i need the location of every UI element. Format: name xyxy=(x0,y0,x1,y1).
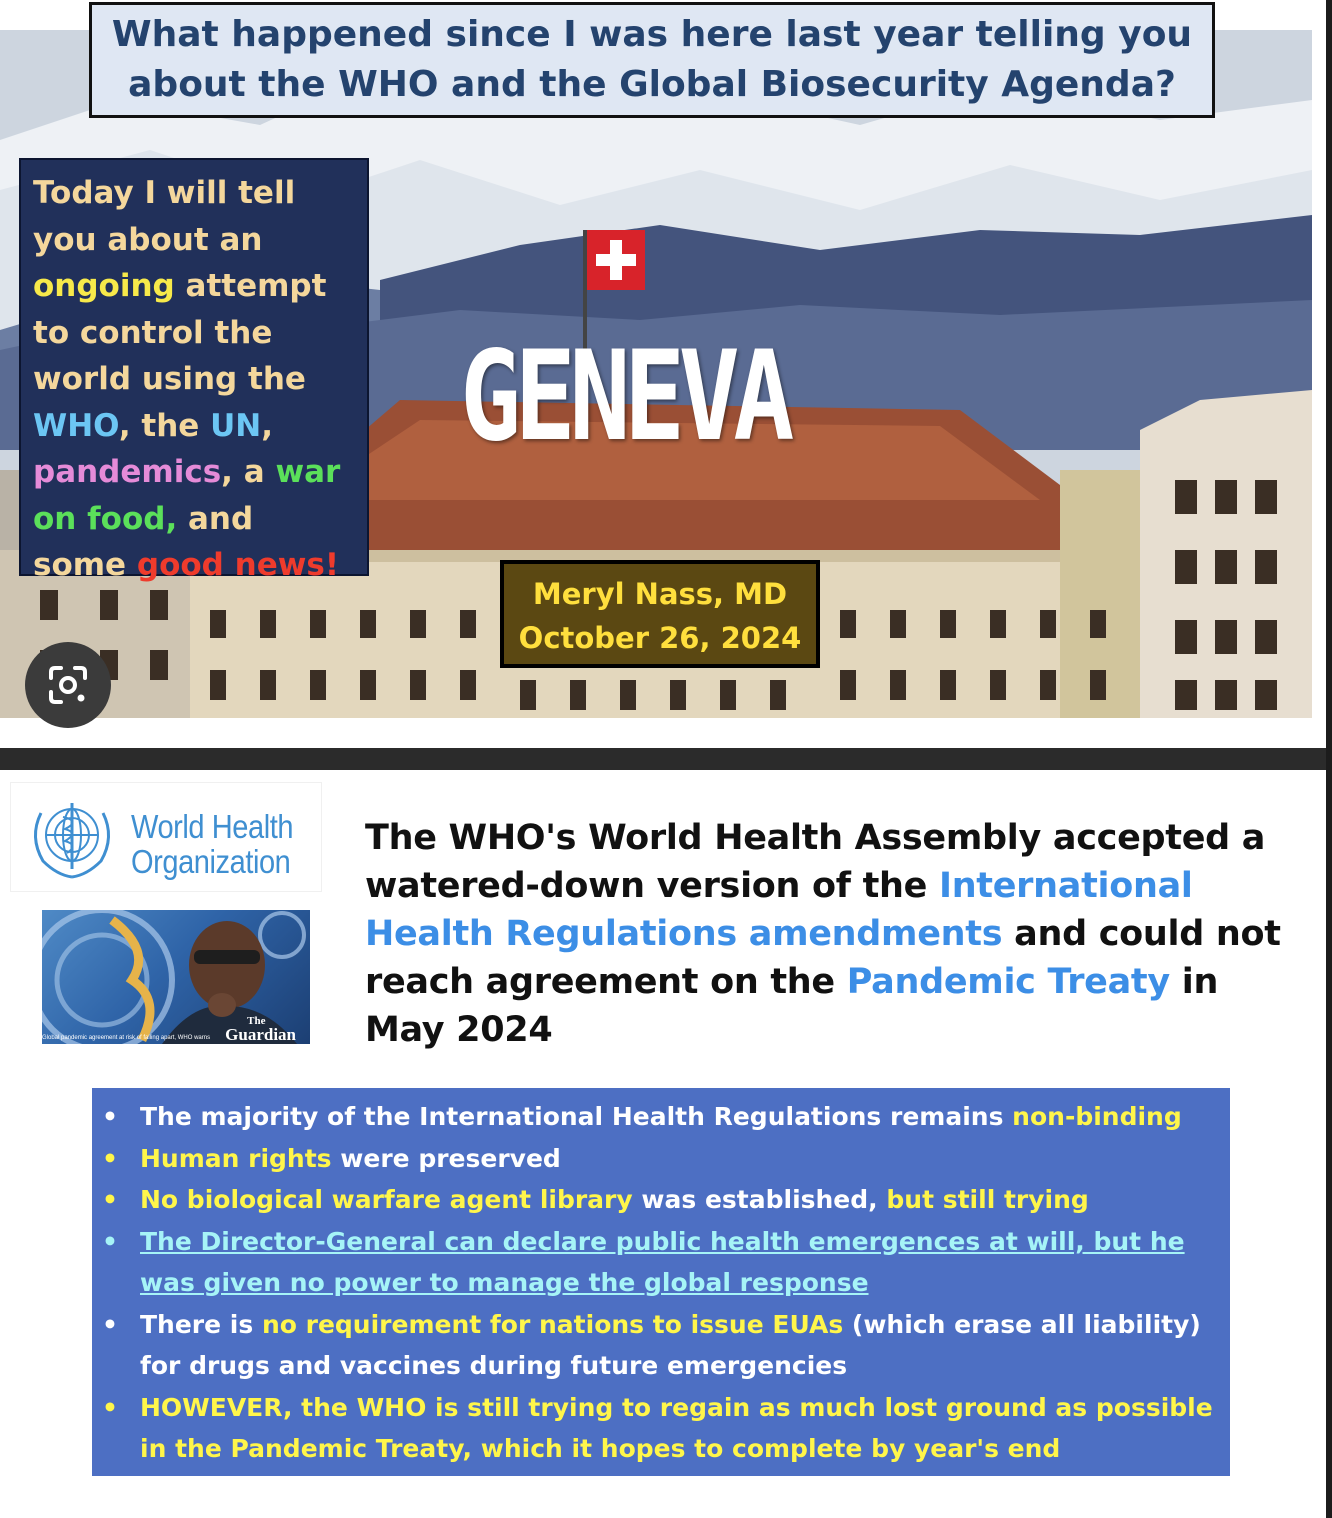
author-box xyxy=(500,560,820,668)
who-logo-text xyxy=(131,809,293,879)
bullet-item xyxy=(92,1304,1216,1387)
bullet-dot: • xyxy=(102,1143,118,1173)
intro-text-part: attempt to control the world using the xyxy=(33,268,327,397)
lens-icon xyxy=(47,664,89,706)
headline-ihr: International Health Regulations amendments xyxy=(365,866,1193,954)
bullet-dot: • xyxy=(102,1185,118,1214)
intro-good-news: good news! xyxy=(136,547,339,583)
bullet-item xyxy=(92,1387,1216,1470)
intro-comma: , xyxy=(165,500,178,537)
headline-treaty: Pandemic Treaty xyxy=(846,962,1170,1002)
intro-text-part: and some xyxy=(33,500,254,583)
bullet-highlight: no requirement for nations to issue EUAs xyxy=(261,1309,844,1339)
tedros-news-photo xyxy=(42,910,310,1044)
who-emblem-icon xyxy=(23,793,121,881)
slide-geneva xyxy=(0,0,1332,748)
bullet-link-text: The Director-General can declare public health emergences at will, but he was given no power to manage the global response xyxy=(140,1226,1185,1297)
slide-who-update xyxy=(0,770,1326,1518)
who-logo-line1: World Health xyxy=(131,808,294,845)
guardian-logo xyxy=(225,1014,296,1042)
who-logo xyxy=(10,782,322,892)
bullet-highlight: non-binding xyxy=(1012,1102,1182,1131)
intro-text-box xyxy=(19,158,369,583)
intro-who: WHO xyxy=(33,407,119,444)
bullet-dot: • xyxy=(102,1102,118,1131)
bullet-text: (which erase all liability) for drugs and vaccines during future emergencies xyxy=(140,1309,1201,1380)
bullet-text: There is xyxy=(140,1309,262,1339)
intro-text-part: , the xyxy=(118,407,211,444)
headline xyxy=(365,814,1305,1054)
bullet-highlight: No biological warfare agent library xyxy=(140,1185,633,1214)
guardian-logo-the: The xyxy=(247,1015,266,1027)
headline-part: The WHO's World Health Assembly accepted a watered-down version of the xyxy=(365,818,1266,906)
presentation-date: October 26, 2024 xyxy=(518,621,802,655)
intro-text-part: , xyxy=(261,407,273,444)
bullet-highlight: but still trying xyxy=(886,1185,1089,1214)
slide-title: What happened since I was here last year telling you about the WHO and the Global Biosecurity Agenda? xyxy=(89,2,1215,118)
intro-text-part: , a xyxy=(221,454,276,490)
intro-un: UN xyxy=(210,407,262,444)
intro-text-part: Today I will tell you about an xyxy=(33,175,296,258)
guardian-logo-name: Guardian xyxy=(225,1025,296,1044)
bullet-list xyxy=(92,1096,1216,1470)
bullet-box xyxy=(92,1088,1230,1476)
intro-pandemics: pandemics xyxy=(33,454,222,490)
bullet-text: The majority of the International Health Regulations remains xyxy=(140,1102,1013,1131)
geneva-label: GENEVA xyxy=(460,325,788,469)
bullet-text: were preserved xyxy=(331,1143,561,1173)
bullet-dot: • xyxy=(102,1392,118,1422)
bullet-text: was established, xyxy=(632,1185,887,1214)
intro-ongoing: ongoing xyxy=(33,268,175,304)
bullet-dot: • xyxy=(102,1309,118,1339)
bullet-dot: • xyxy=(102,1226,118,1256)
bullet-item xyxy=(92,1096,1216,1138)
bullet-item xyxy=(92,1221,1216,1304)
slide-divider xyxy=(0,748,1332,770)
window-edge xyxy=(1326,0,1332,1518)
bullet-highlight: HOWEVER, the WHO is still trying to regain as much lost ground as possible in the Pandemic Treaty, which it hopes to complete by year's end xyxy=(140,1392,1213,1463)
headline-part: and could not reach agreement on the xyxy=(365,914,1281,1002)
who-logo-line2: Organization xyxy=(131,843,291,880)
author-name: Meryl Nass, MD xyxy=(532,577,788,611)
bullet-item xyxy=(92,1138,1216,1180)
bullet-highlight: Human rights xyxy=(140,1143,332,1173)
visual-search-button[interactable] xyxy=(25,642,111,728)
intro-war-on-food: war on food xyxy=(33,454,341,537)
headline-part: in May 2024 xyxy=(365,962,1219,1050)
bullet-item xyxy=(92,1179,1216,1221)
photo-caption: Global pandemic agreement at risk of falling apart, WHO warns xyxy=(42,1035,211,1041)
